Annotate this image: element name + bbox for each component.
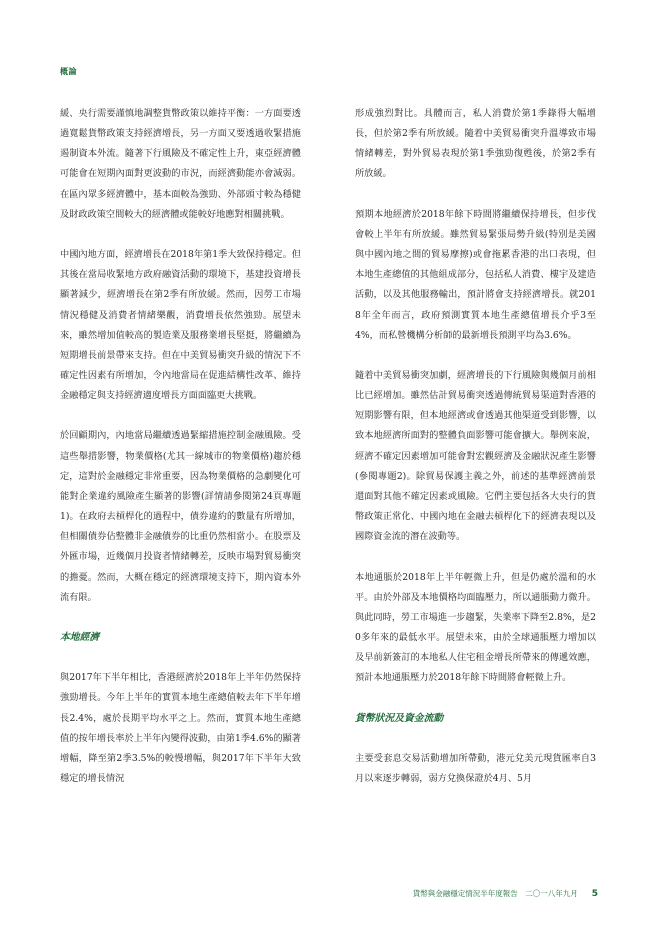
section-heading-monetary-conditions: 貨幣狀況及資金流動 (355, 712, 444, 724)
paragraph: 主要受套息交易活動增加所帶動，港元兌美元現貨匯率自3月以來逐步轉弱，弱方兌換保證於4月、5月 (355, 752, 596, 785)
section-heading-local-economy: 本地經濟 (60, 632, 100, 644)
paragraph: 緩、央行需要謹慎地調整貨幣政策以維持平衡：一方面要透過寬鬆貨幣政策支持經濟增長，另一方面又要透過收緊措施遏制資本外流。隨著下行風險及不確定性上升，東亞經濟體可能會在短期內面對更波動的市況，而經濟動能亦會減弱。在區內眾多經濟體中，基本面較為強勁、外部頭寸較為穩健及財政政策空間較大的經濟體或能較好地應對相關挑戰。 (60, 108, 301, 220)
section-label: 概論 (60, 67, 77, 76)
page-footer (413, 888, 598, 899)
paragraph: 隨着中美貿易衝突加劇，經濟增長的下行風險與幾個月前相比已經增加。雖然估計貿易衝突透過傳統貿易渠道對香港的短期影響有限，但本地經濟或會透過其他渠道受到影響，以致本地經濟所面對的整體負面影響可能會擴大。舉例來說，經濟不確定因素增加可能會對宏觀經濟及金融狀況產生影響(參閱專題2)。除貿易保護主義之外，前述的基準經濟前景還面對其他不確定因素或風險。它們主要包括各大央行的貨幣政策正常化、中國內地在金融去槓桿化下的經濟表現以及國際資金流的潛在波動等。 (355, 370, 596, 543)
right-column (355, 104, 596, 809)
paragraph: 於回顧期內，內地當局繼續透過緊縮措施控制金融風險。受這些舉措影響，物業價格(尤其一線城市的物業價格)趨於穩定，這對於金融穩定非常重要，因為物業價格的急劇變化可能對企業違約風險產生顯著的影響(詳情請參閱第24頁專題1)。在政府去槓桿化的過程中，債券違約的數量有所增加，但相關債券佔整體非金融債券的比重仍然相當小。在股票及外匯市場，近幾個月投資者情緒轉差，反映市場對貿易衝突的擔憂。然而，大概在穩定的經濟環境支持下，期內資本外流有限。 (60, 430, 301, 603)
paragraph: 與2017年下半年相比，香港經濟於2018年上半年仍然保持強勁增長。今年上半年的實質本地生產總值較去年下半年增長2.4%，處於長期平均水平之上。然而，實質本地生產總值的按年增長率於上半年內變得波動，由第1季4.6%的顯著增幅，降至第2季3.5%的較慢增幅，與2017年下半年大致穩定的增長情況 (60, 672, 301, 785)
page-number: 5 (591, 889, 598, 899)
paragraph: 本地通脹於2018年上半年輕微上升，但是仍處於溫和的水平。由於外部及本地價格均面臨壓力，所以通脹動力微升。與此同時，勞工市場進一步趨緊，失業率下降至2.8%，是20多年來的最低水平。展望未來，由於全球通脹壓力增加以及早前新簽訂的本地私人住宅租金增長所帶來的傳遞效應，預計本地通脹壓力於2018年餘下時間將會輕微上升。 (355, 571, 596, 684)
report-title: 貨幣與金融穩定情況半年度報告 二〇一八年九月 (412, 889, 578, 898)
left-column (60, 104, 301, 809)
paragraph: 形成強烈對比。具體而言，私人消費於第1季錄得大幅增長，但於第2季有所放緩。隨着中美貿易衝突升溫導致市場情緒轉差，對外貿易表現於第1季強勁復甦後，於第2季有所放緩。 (355, 108, 596, 180)
paragraph: 預期本地經濟於2018年餘下時間將繼續保持增長，但步伐會較上半年有所放緩。雖然貿易緊張局勢升級(特別是美國與中國內地之間的貿易摩擦)或會拖累香港的出口表現，但本地生產總值的其他組成部分，包括私人消費、樓宇及建造活動，以及其他服務輸出，預計將會支持經濟增長。就2018年全年而言，政府預測實質本地生產總值增長介乎3至4%，而私營機構分析師的最新增長預測平均為3.6%。 (355, 208, 596, 341)
paragraph: 中國內地方面，經濟增長在2018年第1季大致保持穩定。但其後在當局收緊地方政府融資活動的環境下，基建投資增長顯著減少，經濟增長在第2季有所放緩。然而，因勞工市場情況穩健及消費者情緒樂觀，消費增長依然強勁。展望未來，雖然增加值較高的製造業及服務業增長堅挺，將繼續為短期增長前景帶來支持。但在中美貿易衝突升級的情況下不確定性因素有所增加，令內地當局在促進結構性改革、維持金融穩定與支持經濟適度增長方面面臨更大挑戰。 (60, 249, 301, 402)
